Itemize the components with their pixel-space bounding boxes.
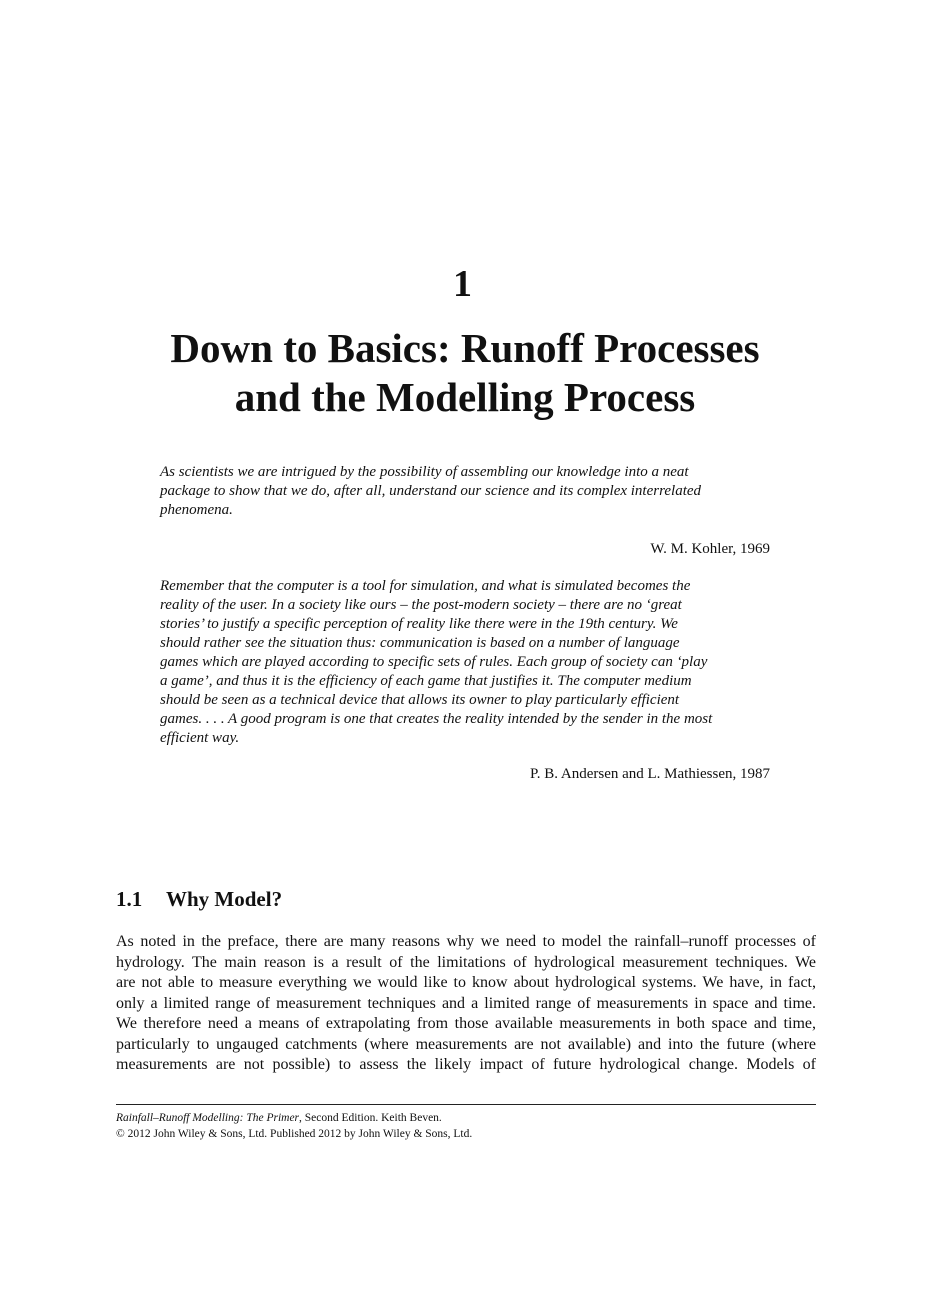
- book-title: Rainfall–Runoff Modelling: The Primer: [116, 1112, 300, 1124]
- body-line: hydrology. The main reason is a result of the limitations of hydrological measurement techniques. We: [116, 953, 816, 971]
- epigraph-line: reality of the user. In a society like ours – the post-modern society – there are no ‘great: [160, 597, 682, 613]
- chapter-title: [40, 324, 890, 422]
- epigraph-line: games. . . . A good program is one that creates the reality intended by the sender in the most: [160, 711, 713, 727]
- body-line: measurements are not possible) to assess the likely impact of future hydrological change. Models of: [116, 1056, 816, 1073]
- body-line: are not able to measure everything we would like to know about hydrological systems. We have, in fact,: [116, 974, 816, 991]
- epigraph-line: should rather see the situation thus: communication is based on a number of language: [160, 635, 680, 651]
- section-body: [116, 932, 816, 1076]
- body-line: As noted in the preface, there are many reasons why we need to model the rainfall–runoff processes of: [116, 933, 816, 950]
- epigraph-line: stories’ to justify a specific perception of reality like there were in the 19th century. We: [160, 616, 678, 632]
- epigraph-line: As scientists we are intrigued by the possibility of assembling our knowledge into a neat: [160, 464, 689, 480]
- chapter-title-line: and the Modelling Process: [234, 374, 696, 420]
- section-number: 1.1: [116, 887, 143, 911]
- epigraph-line: efficient way.: [160, 730, 240, 746]
- section-heading: [116, 886, 282, 912]
- epigraph-line: Remember that the computer is a tool for simulation, and what is simulated becomes the: [160, 578, 691, 594]
- epigraph-line: should be seen as a technical device that allows its owner to play particularly efficient: [160, 692, 680, 708]
- edition-author: , Second Edition. Keith Beven.: [299, 1112, 442, 1124]
- epigraph-line: phenomena.: [160, 502, 233, 518]
- epigraph-attribution: W. M. Kohler, 1969: [650, 541, 770, 557]
- epigraph-andersen: [160, 577, 770, 748]
- body-line: We therefore need a means of extrapolating from those available measurements in both space and time,: [116, 1015, 816, 1032]
- footnote-citation: [116, 1110, 816, 1126]
- footnote-copyright: © 2012 John Wiley & Sons, Ltd. Published 2012 by John Wiley & Sons, Ltd.: [116, 1128, 473, 1140]
- chapter-number: 1: [453, 263, 472, 305]
- epigraph-kohler: [160, 463, 770, 520]
- section-title: Why Model?: [166, 887, 283, 911]
- chapter-title-line: Down to Basics: Runoff Processes: [170, 325, 760, 371]
- epigraph-line: games which are played according to specific sets of rules. Each group of society can ‘play: [160, 654, 708, 670]
- epigraph-line: a game’, and thus it is the efficiency of each game that justifies it. The computer medium: [160, 673, 692, 689]
- footnote-divider: [116, 1104, 816, 1105]
- body-line: only a limited range of measurement techniques and a limited range of measurements in space and time.: [116, 994, 816, 1012]
- footnote: [116, 1110, 816, 1142]
- epigraph-attribution: P. B. Andersen and L. Mathiessen, 1987: [530, 766, 770, 782]
- body-line: particularly to ungauged catchments (where measurements are not available) and into the future (where: [116, 1035, 816, 1053]
- epigraph-line: package to show that we do, after all, understand our science and its complex interrelated: [160, 483, 702, 499]
